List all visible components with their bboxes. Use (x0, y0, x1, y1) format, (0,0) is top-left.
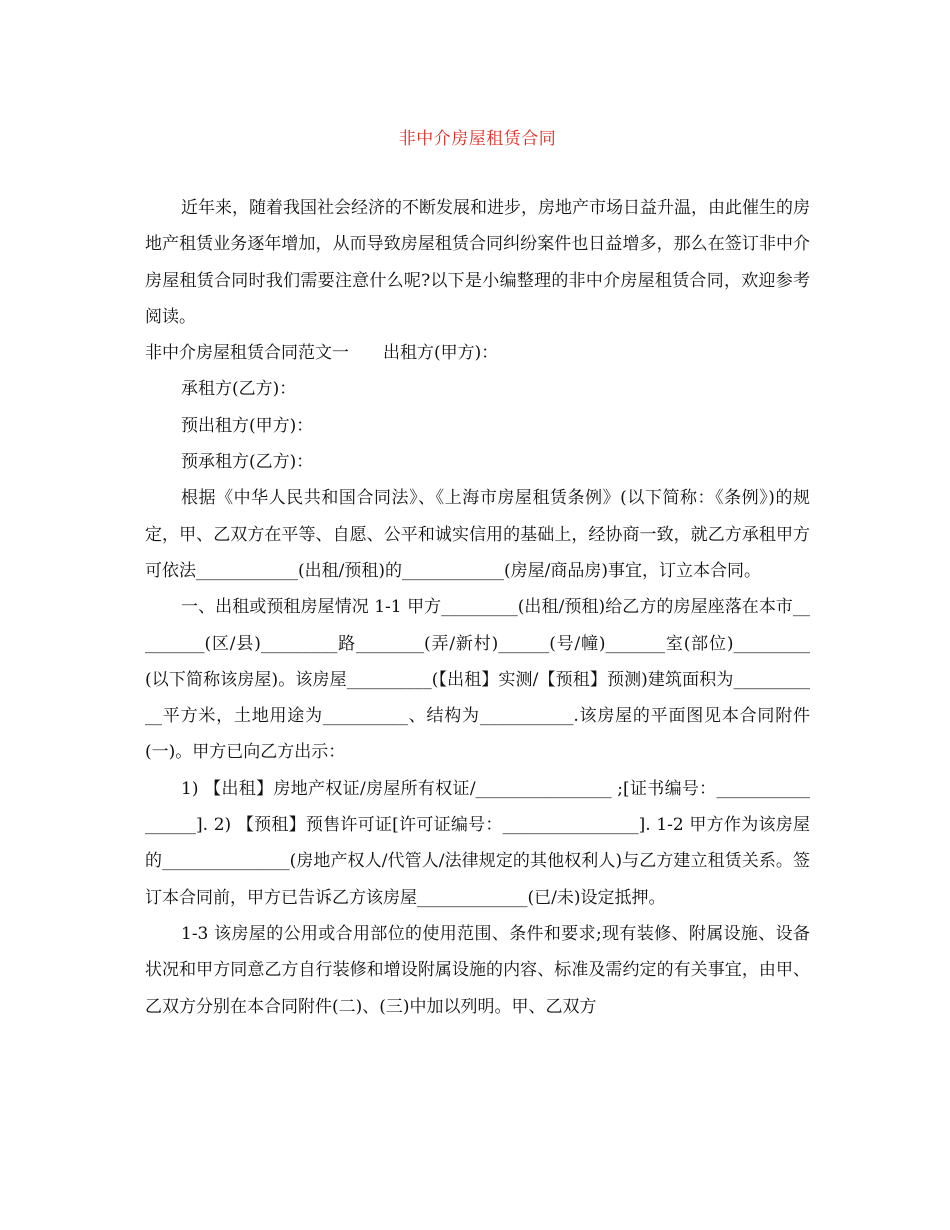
document-body (145, 190, 810, 1025)
paragraph-section-1-1: 一、出租或预租房屋情况 1-1 甲方_________(出租/预租)给乙方的房屋座落在本市_________(区/县)_________路________(弄/新村)______(号/幢)_______室(部位)_________(以下简称该房屋)。该房屋__________(【出租】实测/【预租】预测)建筑面积为___________平方米，土地用途为__________、结构为___________.该房屋的平面图见本合同附件(一)。甲方已向乙方出示： (145, 597, 810, 763)
paragraph-pre-lessor: 预出租方(甲方)： (181, 415, 314, 436)
paragraph-pre-lessee: 预承租方(乙方)： (181, 452, 314, 473)
paragraph-section-1-2: 1) 【出租】房地产权证/房屋所有权证/________________ ;[证书编号：_________________]. 2) 【预租】预售许可证[许可证编号：________________]. 1-2 甲方作为该房屋的_______________(房地产权人/代管人/法律规定的其他权利人)与乙方建立租赁关系。签订本合同前，甲方已告诉乙方该房屋_____________(已/未)设定抵押。 (145, 778, 810, 908)
document-title: 非中介房屋租赁合同 (398, 129, 557, 149)
paragraph-lessee: 承租方(乙方)： (181, 379, 297, 400)
paragraph-legal-basis: 根据《中华人民共和国合同法》、《上海市房屋租赁条例》(以下简称：《条例》)的规定，甲、乙双方在平等、自愿、公平和诚实信用的基础上，经协商一致，就乙方承租甲方可依法____________(出租/预租)的____________(房屋/商品房)事宜，订立本合同。 (145, 488, 810, 581)
paragraph-intro: 近年来，随着我国社会经济的不断发展和进步，房地产市场日益升温，由此催生的房地产租赁业务逐年增加，从而导致房屋租赁合同纠纷案件也日益增多，那么在签订非中介房屋租赁合同时我们需要注意什么呢?以下是小编整理的非中介房屋租赁合同，欢迎参考阅读。 (145, 198, 810, 327)
paragraph-sample-heading: 非中介房屋租赁合同范文一 出租方(甲方)： (145, 343, 499, 364)
paragraph-section-1-3: 1-3 该房屋的公用或合用部位的使用范围、条件和要求;现有装修、附属设施、设备状况和甲方同意乙方自行装修和增设附属设施的内容、标准及需约定的有关事宜，由甲、乙双方分别在本合同附件(二)、(三)中加以列明。甲、乙双方 (145, 923, 810, 1017)
